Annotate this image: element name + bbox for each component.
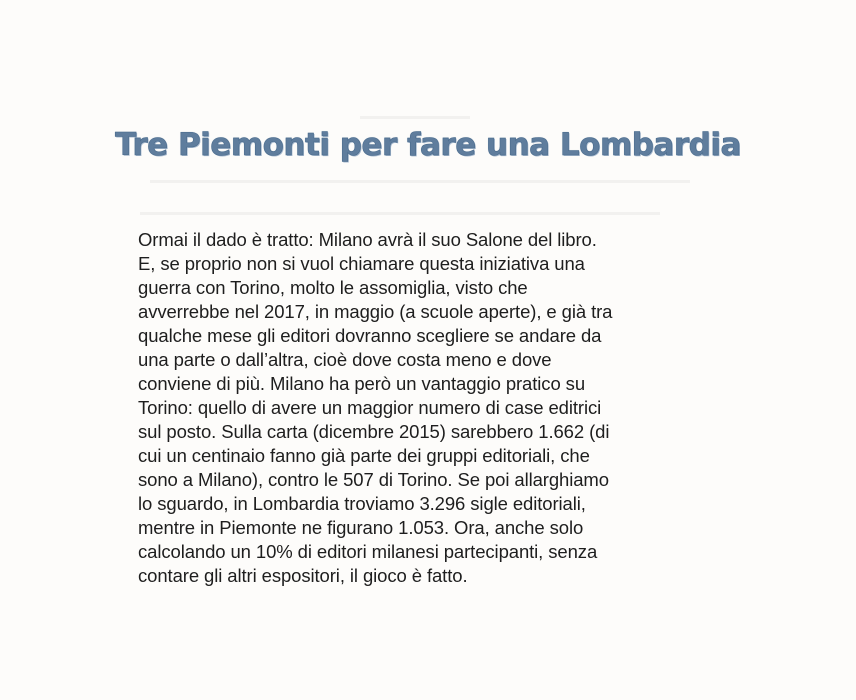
article-line: una parte o dall’altra, cioè dove costa meno e dove	[138, 349, 552, 370]
article-title: Tre Piemonti per fare una Lombardia	[115, 127, 741, 163]
article-line: mentre in Piemonte ne figurano 1.053. Ora, anche solo	[138, 517, 584, 538]
article-line: Torino: quello di avere un maggior numero di case editrici	[138, 397, 602, 418]
article-line: qualche mese gli editori dovranno scegliere se andare da	[138, 325, 602, 346]
article-body	[138, 228, 718, 588]
show-through-mark	[360, 116, 470, 119]
show-through-mark	[140, 212, 660, 215]
show-through-mark	[150, 180, 690, 183]
article-line: guerra con Torino, molto le assomiglia, visto che	[138, 277, 528, 298]
article-line: avverrebbe nel 2017, in maggio (a scuole aperte), e già tra	[138, 301, 613, 322]
article-line: lo sguardo, in Lombardia troviamo 3.296 sigle editoriali,	[138, 493, 586, 514]
article-line: calcolando un 10% di editori milanesi partecipanti, senza	[138, 541, 598, 562]
article-line: sono a Milano), contro le 507 di Torino. Se poi allarghiamo	[138, 469, 609, 490]
article-line: conviene di più. Milano ha però un vantaggio pratico su	[138, 373, 586, 394]
article-line: sul posto. Sulla carta (dicembre 2015) sarebbero 1.662 (di	[138, 421, 610, 442]
article-line: cui un centinaio fanno già parte dei gruppi editoriali, che	[138, 445, 590, 466]
article-line: contare gli altri espositori, il gioco è fatto.	[138, 565, 468, 586]
article-line: Ormai il dado è tratto: Milano avrà il suo Salone del libro.	[138, 229, 597, 250]
article-line: E, se proprio non si vuol chiamare questa iniziativa una	[138, 253, 585, 274]
